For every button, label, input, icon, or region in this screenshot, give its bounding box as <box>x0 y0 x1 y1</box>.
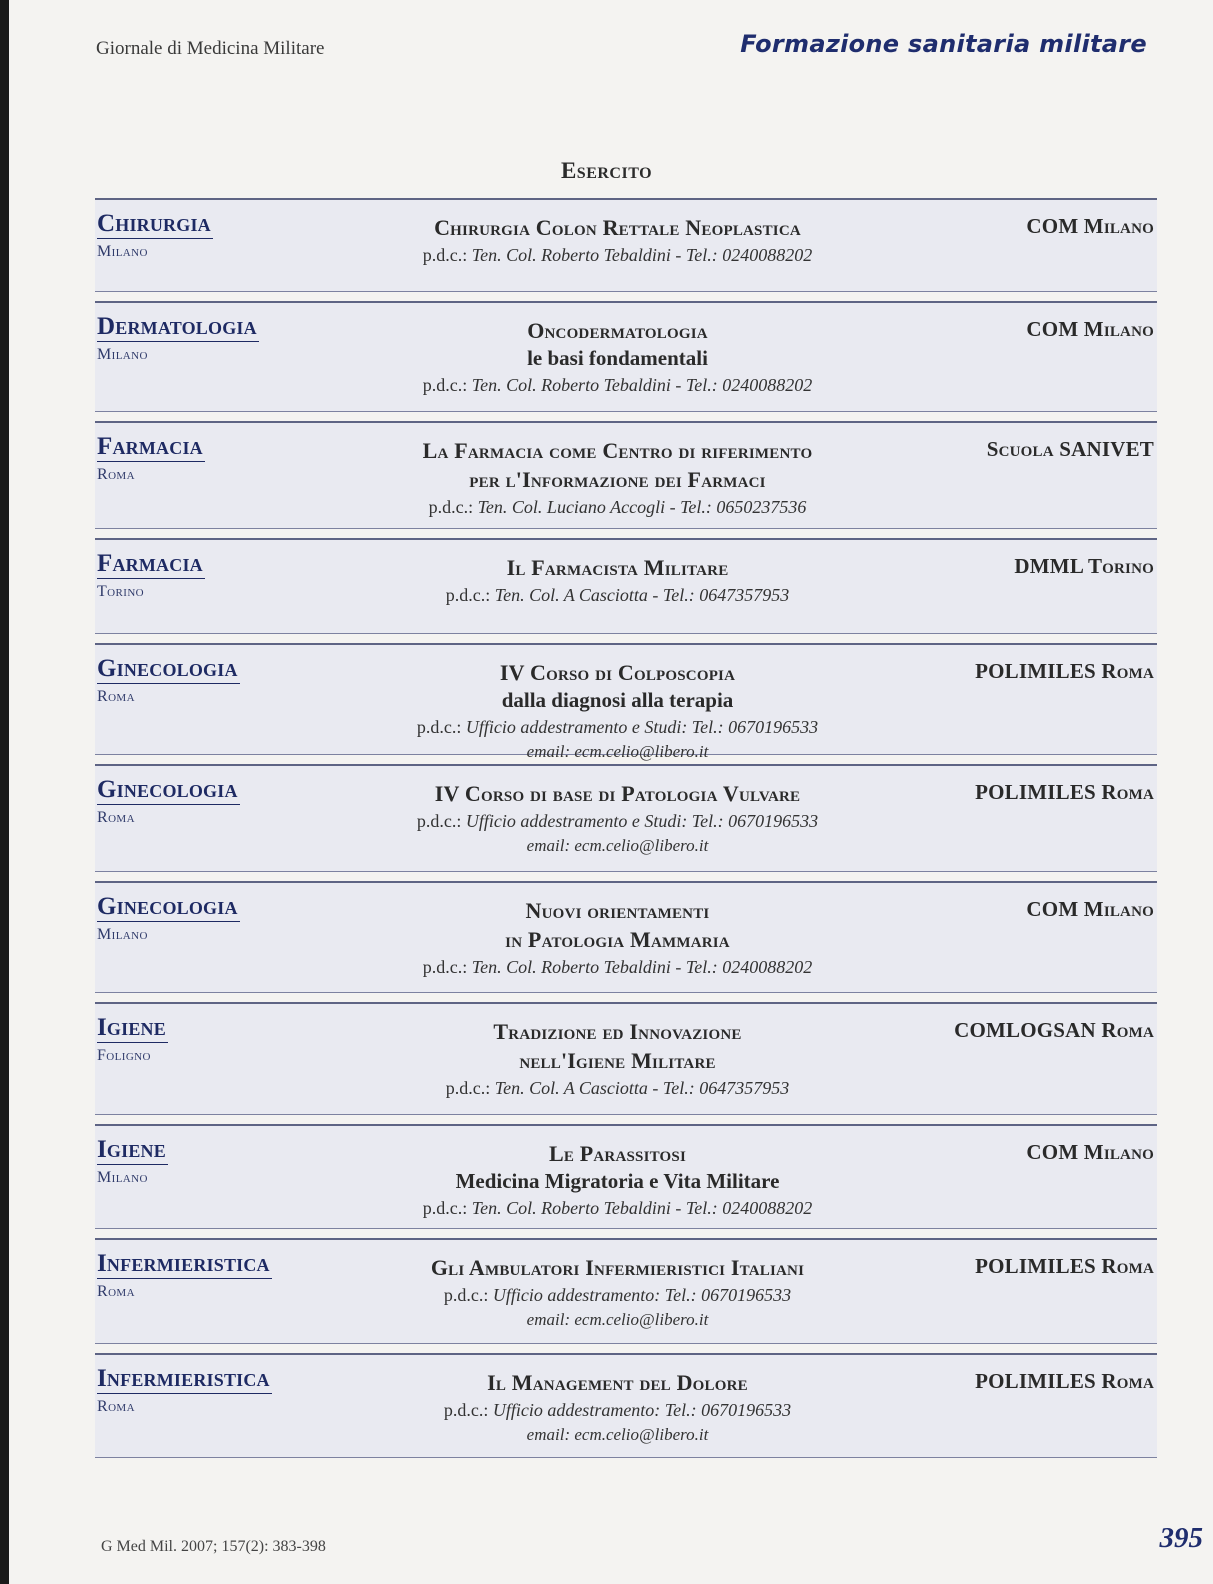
section-title: Esercito <box>560 158 653 183</box>
discipline-city: Roma <box>97 1283 135 1300</box>
course-entry <box>95 1238 1157 1344</box>
contact-prefix: p.d.c.: <box>416 811 462 831</box>
course-subtitle: Medicina Migratoria e Vita Militare <box>455 1169 780 1193</box>
discipline-block <box>97 1014 327 1065</box>
course-block <box>345 436 890 520</box>
citation: G Med Mil. 2007; 157(2): 383-398 <box>101 1538 326 1555</box>
course-block <box>345 553 890 608</box>
contact-prefix: p.d.c.: <box>428 497 474 517</box>
discipline-block <box>97 550 327 601</box>
discipline-block <box>97 655 327 706</box>
contact-prefix: p.d.c.: <box>445 1078 491 1098</box>
discipline-name: Farmacia <box>97 550 203 577</box>
discipline-city: Torino <box>97 583 145 600</box>
course-title: Il Management del Dolore <box>487 1370 748 1395</box>
discipline-name: Dermatologia <box>97 313 257 340</box>
discipline-block <box>97 433 327 484</box>
discipline-name: Igiene <box>97 1014 166 1041</box>
course-entry <box>95 1002 1157 1115</box>
course-entry <box>95 1124 1157 1229</box>
contact-details: Ten. Col. Roberto Tebaldini - Tel.: 0240088202 <box>471 957 813 977</box>
discipline-block <box>97 1250 327 1301</box>
course-entry <box>95 421 1157 529</box>
course-entry <box>95 881 1157 993</box>
contact-details: Ufficio addestramento e Studi: Tel.: 0670196533 <box>465 717 819 737</box>
discipline-city: Roma <box>97 1398 135 1415</box>
contact-line <box>345 714 890 740</box>
course-block <box>345 316 890 398</box>
contact-details: Ten. Col. A Casciotta - Tel.: 0647357953 <box>494 585 790 605</box>
discipline-city: Roma <box>97 809 135 826</box>
course-block <box>345 1253 890 1332</box>
contact-email: email: ecm.celio@libero.it <box>526 742 709 761</box>
book-spine-shadow <box>0 0 9 1584</box>
organizer: COM Milano <box>1026 317 1154 341</box>
contact-prefix: p.d.c.: <box>422 957 468 977</box>
section-header: Formazione sanitaria militare <box>740 30 1147 58</box>
discipline-city: Milano <box>97 926 148 943</box>
course-entry <box>95 1353 1157 1458</box>
contact-details: Ten. Col. Roberto Tebaldini - Tel.: 0240088202 <box>471 375 813 395</box>
contact-line <box>345 808 890 834</box>
contact-line <box>345 372 890 398</box>
course-subtitle: dalla diagnosi alla terapia <box>501 688 734 712</box>
course-title: in Patologia Mammaria <box>505 927 730 952</box>
course-title: Chirurgia Colon Rettale Neoplastica <box>434 215 801 240</box>
course-block <box>345 658 890 764</box>
organizer: COM Milano <box>1026 1140 1154 1164</box>
contact-line <box>345 954 890 980</box>
course-entry <box>95 198 1157 292</box>
course-title: Gli Ambulatori Infermieristici Italiani <box>430 1255 805 1280</box>
course-block <box>345 1017 890 1101</box>
organizer: Scuola SANIVET <box>986 437 1154 461</box>
course-block <box>345 213 890 268</box>
course-block <box>345 1368 890 1447</box>
course-title: La Farmacia come Centro di riferimento <box>422 438 813 463</box>
organizer: POLIMILES Roma <box>975 780 1154 804</box>
contact-line <box>345 1397 890 1423</box>
organizer: COMLOGSAN Roma <box>954 1018 1154 1042</box>
course-title: Le Parassitosi <box>548 1141 687 1166</box>
contact-prefix: p.d.c.: <box>416 717 462 737</box>
organizer: POLIMILES Roma <box>975 659 1154 683</box>
course-list <box>95 198 1157 1467</box>
discipline-block <box>97 1365 327 1416</box>
course-title: IV Corso di Colposcopia <box>499 660 736 685</box>
journal-name: Giornale di Medicina Militare <box>96 38 325 59</box>
course-block <box>345 779 890 858</box>
organizer: COM Milano <box>1026 214 1154 238</box>
contact-details: Ufficio addestramento: Tel.: 0670196533 <box>492 1400 792 1420</box>
contact-line <box>345 1075 890 1101</box>
page-number: 395 <box>1159 1522 1203 1554</box>
course-title: Tradizione ed Innovazione <box>493 1019 742 1044</box>
organizer: POLIMILES Roma <box>975 1254 1154 1278</box>
contact-line <box>345 582 890 608</box>
contact-details: Ten. Col. Roberto Tebaldini - Tel.: 0240088202 <box>471 245 813 265</box>
contact-email: email: ecm.celio@libero.it <box>526 1310 709 1329</box>
course-entry <box>95 538 1157 634</box>
contact-details: Ten. Col. A Casciotta - Tel.: 0647357953 <box>494 1078 790 1098</box>
course-title: Oncodermatologia <box>527 318 708 343</box>
course-entry <box>95 764 1157 872</box>
course-title: Nuovi orientamenti <box>525 898 710 923</box>
discipline-name: Chirurgia <box>97 210 211 237</box>
course-title: IV Corso di base di Patologia Vulvare <box>434 781 801 806</box>
course-entry <box>95 643 1157 761</box>
contact-email: email: ecm.celio@libero.it <box>526 1425 709 1444</box>
discipline-name: Infermieristica <box>97 1365 270 1392</box>
contact-details: Ufficio addestramento: Tel.: 0670196533 <box>492 1285 792 1305</box>
contact-prefix: p.d.c.: <box>422 1198 468 1218</box>
organizer: POLIMILES Roma <box>975 1369 1154 1393</box>
discipline-block <box>97 313 327 364</box>
discipline-city: Roma <box>97 466 135 483</box>
contact-details: Ten. Col. Roberto Tebaldini - Tel.: 0240088202 <box>471 1198 813 1218</box>
contact-email: email: ecm.celio@libero.it <box>526 836 709 855</box>
discipline-name: Infermieristica <box>97 1250 270 1277</box>
discipline-name: Farmacia <box>97 433 203 460</box>
discipline-city: Milano <box>97 1169 148 1186</box>
discipline-block <box>97 776 327 827</box>
discipline-name: Ginecologia <box>97 776 238 803</box>
course-block <box>345 1139 890 1221</box>
course-title: Il Farmacista Militare <box>506 555 729 580</box>
discipline-name: Igiene <box>97 1136 166 1163</box>
discipline-city: Milano <box>97 346 148 363</box>
course-title: per l'Informazione dei Farmaci <box>469 467 766 492</box>
course-block <box>345 896 890 980</box>
course-title: nell'Igiene Militare <box>519 1048 716 1073</box>
discipline-block <box>97 210 327 261</box>
contact-details: Ufficio addestramento e Studi: Tel.: 0670196533 <box>465 811 819 831</box>
discipline-name: Ginecologia <box>97 655 238 682</box>
discipline-block <box>97 1136 327 1187</box>
contact-prefix: p.d.c.: <box>422 245 468 265</box>
organizer: DMML Torino <box>1014 554 1154 578</box>
contact-line <box>345 1195 890 1221</box>
contact-line <box>345 494 890 520</box>
course-subtitle: le basi fondamentali <box>527 346 708 370</box>
contact-prefix: p.d.c.: <box>422 375 468 395</box>
discipline-city: Milano <box>97 243 148 260</box>
discipline-block <box>97 893 327 944</box>
discipline-city: Roma <box>97 688 135 705</box>
contact-line <box>345 1282 890 1308</box>
course-entry <box>95 301 1157 412</box>
contact-line <box>345 242 890 268</box>
contact-prefix: p.d.c.: <box>443 1285 489 1305</box>
contact-details: Ten. Col. Luciano Accogli - Tel.: 0650237536 <box>477 497 807 517</box>
organizer: COM Milano <box>1026 897 1154 921</box>
contact-prefix: p.d.c.: <box>443 1400 489 1420</box>
discipline-name: Ginecologia <box>97 893 238 920</box>
discipline-city: Foligno <box>97 1047 151 1064</box>
contact-prefix: p.d.c.: <box>445 585 491 605</box>
